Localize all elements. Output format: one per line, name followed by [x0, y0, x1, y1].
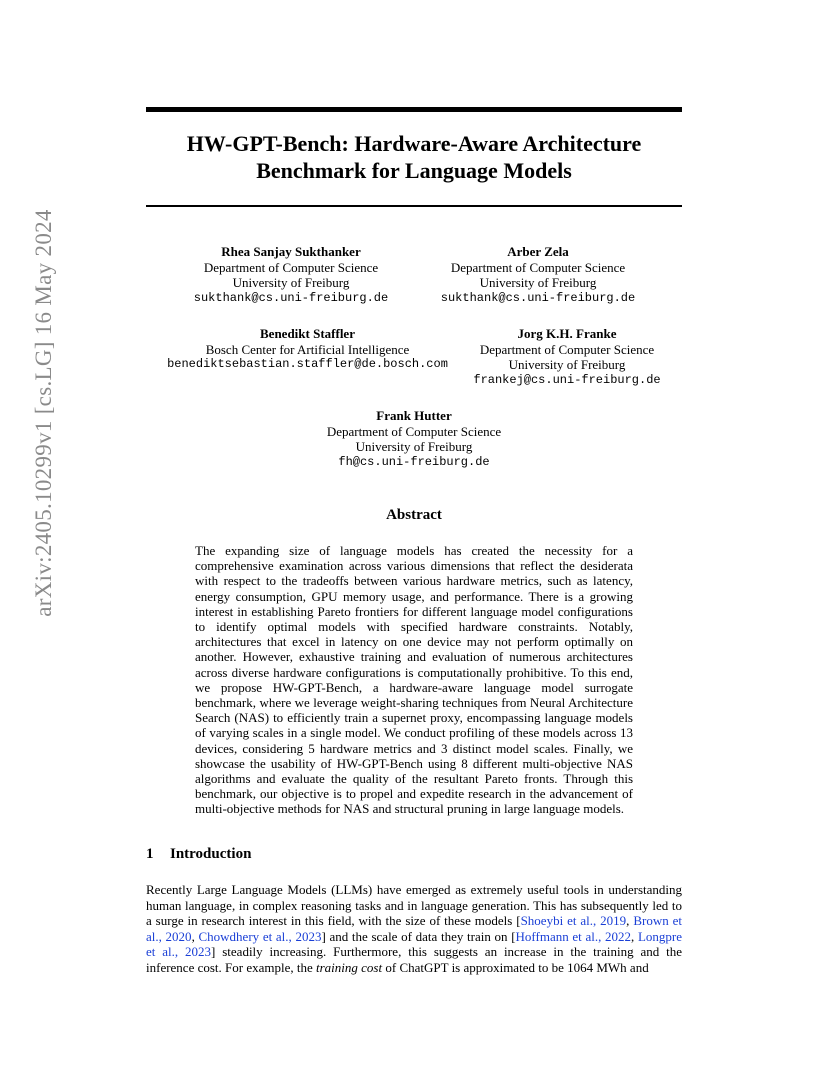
- author-affiliation: Department of Computer Science: [450, 259, 626, 275]
- paper-title: [146, 130, 682, 184]
- author-affiliation: Department of Computer Science: [203, 259, 379, 275]
- emphasized-text: training cost: [316, 959, 383, 975]
- intro-text: ,: [191, 928, 199, 944]
- author-block: [160, 326, 455, 373]
- section-title: Introduction: [170, 846, 252, 862]
- author-email: sukthank@cs.uni-freiburg.de: [440, 290, 636, 305]
- citation-link[interactable]: Longpre et al., 2023: [146, 928, 683, 960]
- intro-text: of ChatGPT is approximated to be 1064 MWh and: [382, 959, 649, 975]
- author-email: benediktsebastian.staffler@de.bosch.com: [167, 357, 448, 371]
- author-institution: University of Freiburg: [232, 275, 350, 290]
- author-name: Arber Zela: [507, 244, 569, 259]
- author-block: [176, 244, 406, 306]
- author-email: sukthank@cs.uni-freiburg.de: [193, 290, 389, 305]
- author-affiliation: Department of Computer Science: [326, 423, 502, 439]
- author-block: [304, 408, 524, 470]
- intro-text: ,: [631, 928, 638, 944]
- author-block: [462, 326, 672, 388]
- citation-link[interactable]: Chowdhery et al., 2023: [198, 928, 322, 944]
- intro-text: ] and the scale of data they train on [: [321, 928, 516, 944]
- author-affiliation: Department of Computer Science: [479, 341, 655, 357]
- arxiv-identifier: arXiv:2405.10299v1 [cs.LG] 16 May 2024: [31, 209, 56, 617]
- section-number: 1: [146, 846, 154, 862]
- author-name: Jorg K.H. Franke: [517, 326, 617, 341]
- author-institution: University of Freiburg: [355, 439, 473, 454]
- abstract-text: The expanding size of language models has created the necessity for a comprehensive examination across various dimensions that reflect the desiderata with respect to the tradeoffs between various hardware metrics, such as latency, energy consumption, GPU memory usage, and performance. There is a growing interest in establishing Pareto frontiers for different language model configurations to identify optimal models with specified hardware constraints. Notably, architectures that excel in latency on one device may not perform optimally on another. However, exhaustive training and evaluation of numerous architectures across diverse hardware configurations is computationally prohibitive. To this end, we propose HW-GPT-Bench, a hardware-aware language model surrogate benchmark, where we leverage weight-sharing techniques from Neural Architecture Search (NAS) to efficiently train a supernet proxy, encompassing language models of varying scales in a single model. We conduct profiling of these models across 13 devices, considering 5 hardware metrics and 3 distinct model scales. Finally, we showcase the usability of HW-GPT-Bench using 8 different multi-objective NAS algorithms and evaluate the quality of the resultant Pareto fronts. Through this benchmark, our objective is to propel and expedite research in the advancement of multi-objective methods for NAS and structural pruning in large language models.: [195, 543, 633, 817]
- author-email: fh@cs.uni-freiburg.de: [338, 454, 490, 469]
- intro-text: Recently Large Language Models (LLMs) have emerged as extremely useful tools in understanding human language, in complex reasoning tasks and in language generation. This has subsequently led to a surge in research interest in this field, with the size of these models [: [146, 882, 682, 929]
- citation-link[interactable]: Brown et al., 2020: [146, 913, 682, 944]
- introduction-paragraph: [146, 882, 682, 976]
- intro-text: ] steadily increasing. Furthermore, this suggests an increase in the training and the inference cost. For example, the: [146, 944, 682, 975]
- author-block: [428, 244, 648, 306]
- citation-link[interactable]: Shoeybi et al., 2019: [520, 913, 627, 929]
- section-heading: [146, 846, 251, 863]
- author-name: Frank Hutter: [376, 408, 452, 423]
- citation-link[interactable]: Hoffmann et al., 2022: [515, 928, 632, 944]
- title-line-1: HW-GPT-Bench: Hardware-Aware Architecture: [186, 131, 642, 156]
- title-line-2: Benchmark for Language Models: [256, 158, 572, 183]
- intro-text: ,: [626, 913, 634, 929]
- abstract-heading: Abstract: [386, 507, 442, 523]
- author-affiliation: Bosch Center for Artificial Intelligence: [205, 341, 410, 357]
- author-name: Benedikt Staffler: [260, 326, 355, 341]
- author-email: frankej@cs.uni-freiburg.de: [473, 372, 661, 387]
- title-bottom-rule: [146, 205, 682, 207]
- author-name: Rhea Sanjay Sukthanker: [221, 244, 361, 259]
- author-institution: University of Freiburg: [508, 357, 626, 372]
- author-institution: University of Freiburg: [479, 275, 597, 290]
- title-top-rule: [146, 107, 682, 112]
